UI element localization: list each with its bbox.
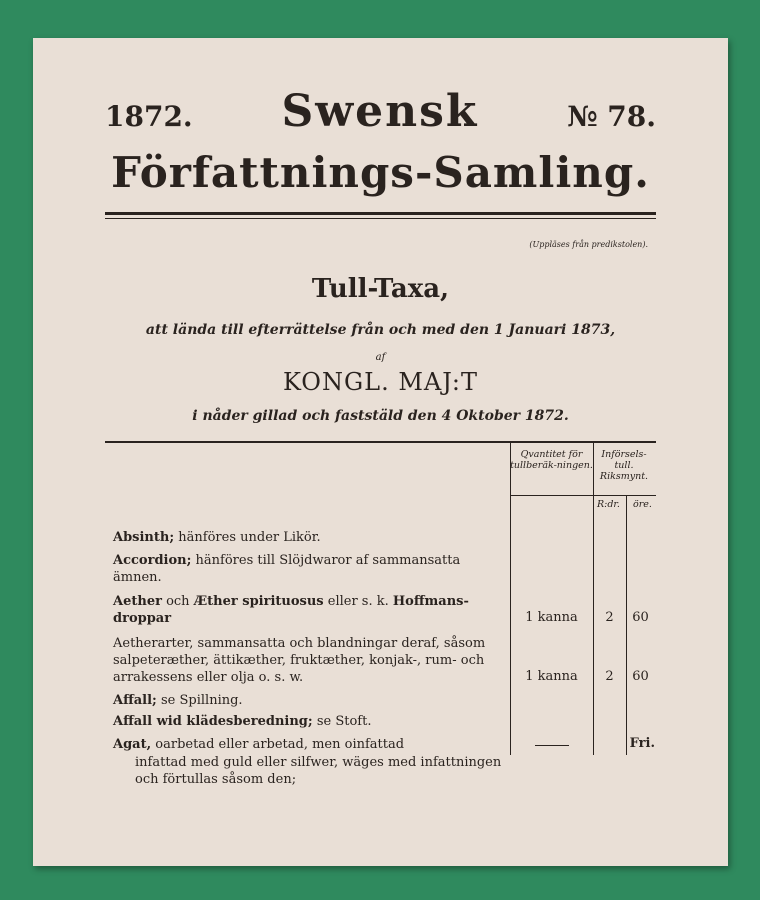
- column-rule: [510, 443, 511, 755]
- entry-text: Aetherarter, sammansatta och blandningar deraf, såsom salpeteræther, ättikæther, fruktæther, konjak-, rum- och arrakessens eller olja o. s. w.: [113, 636, 486, 685]
- tariff-table: [105, 443, 656, 755]
- masthead-title-line2: Författnings-Samling.: [111, 148, 650, 197]
- masthead-title-line1: Swensk: [281, 86, 479, 137]
- entry-name: Affall;: [113, 693, 157, 708]
- unit-rd: R:dr.: [597, 499, 620, 510]
- masthead: [105, 86, 656, 137]
- header-rule: [510, 495, 656, 496]
- table-row: [113, 552, 505, 586]
- table-row: [113, 593, 505, 627]
- table-row: [113, 529, 505, 546]
- table-row: [113, 692, 505, 709]
- entry-name: Affall wid klädesberedning;: [113, 714, 313, 729]
- divider: [105, 218, 656, 219]
- entry-name: Aether: [113, 594, 162, 609]
- unit-ore: öre.: [633, 499, 652, 510]
- entry-text: oarbetad eller arbetad, men oinfattad: [155, 737, 405, 752]
- table-row: [113, 713, 505, 730]
- toll-ore-value: 60: [632, 669, 649, 684]
- entry-text: se Stoft.: [316, 714, 372, 729]
- heading: Tull-Taxa,: [311, 274, 450, 304]
- reading-note: (Uppläses från predikstolen).: [529, 240, 648, 249]
- authority: KONGL. MAJ:T: [283, 368, 478, 396]
- quantity-dash: [535, 745, 569, 746]
- divider: [105, 212, 656, 215]
- entry-name: Hoffmans-droppar: [113, 594, 469, 626]
- subtitle-effective-date: att lända till efterrättelse från och med den 1 Januari 1873,: [145, 322, 616, 338]
- subtitle-approval-date: i nåder gillad och faststäld den 4 Oktober 1872.: [192, 408, 569, 424]
- year: 1872.: [105, 100, 193, 133]
- toll-ore-value: 60: [632, 610, 649, 625]
- entry-text: se Spillning.: [161, 693, 243, 708]
- quantity-value: 1 kanna: [525, 669, 578, 684]
- entry-text: och: [166, 594, 190, 609]
- column-header-toll: Införsels-tull. Riksmynt.: [599, 449, 649, 482]
- table-row: [113, 736, 505, 753]
- subtitle-af: af: [375, 352, 386, 363]
- entry-text: hänföres till Slöjdwaror af sammansatta ämnen.: [113, 553, 461, 585]
- column-rule: [626, 495, 627, 755]
- toll-rd-value: 2: [605, 610, 614, 625]
- entry-text: infattad med guld eller silfwer, wäges med infattningen och förtullas såsom den;: [135, 755, 502, 787]
- column-header-quantity: Qvantitet för tullberäk-ningen.: [510, 449, 593, 471]
- document-page: [33, 38, 728, 866]
- entry-text: eller s. k.: [327, 594, 389, 609]
- column-rule: [593, 443, 594, 755]
- issue-number: № 78.: [567, 100, 656, 133]
- entry-name: Agat,: [113, 737, 152, 752]
- entry-name: Accordion;: [113, 553, 192, 568]
- entry-name: Æther spirituosus: [193, 594, 324, 609]
- toll-free-value: Fri.: [629, 736, 655, 751]
- table-row: [113, 635, 505, 686]
- toll-rd-value: 2: [605, 669, 614, 684]
- entry-text: hänföres under Likör.: [178, 530, 321, 545]
- quantity-value: 1 kanna: [525, 610, 578, 625]
- entry-name: Absinth;: [113, 530, 175, 545]
- table-row: [135, 754, 505, 788]
